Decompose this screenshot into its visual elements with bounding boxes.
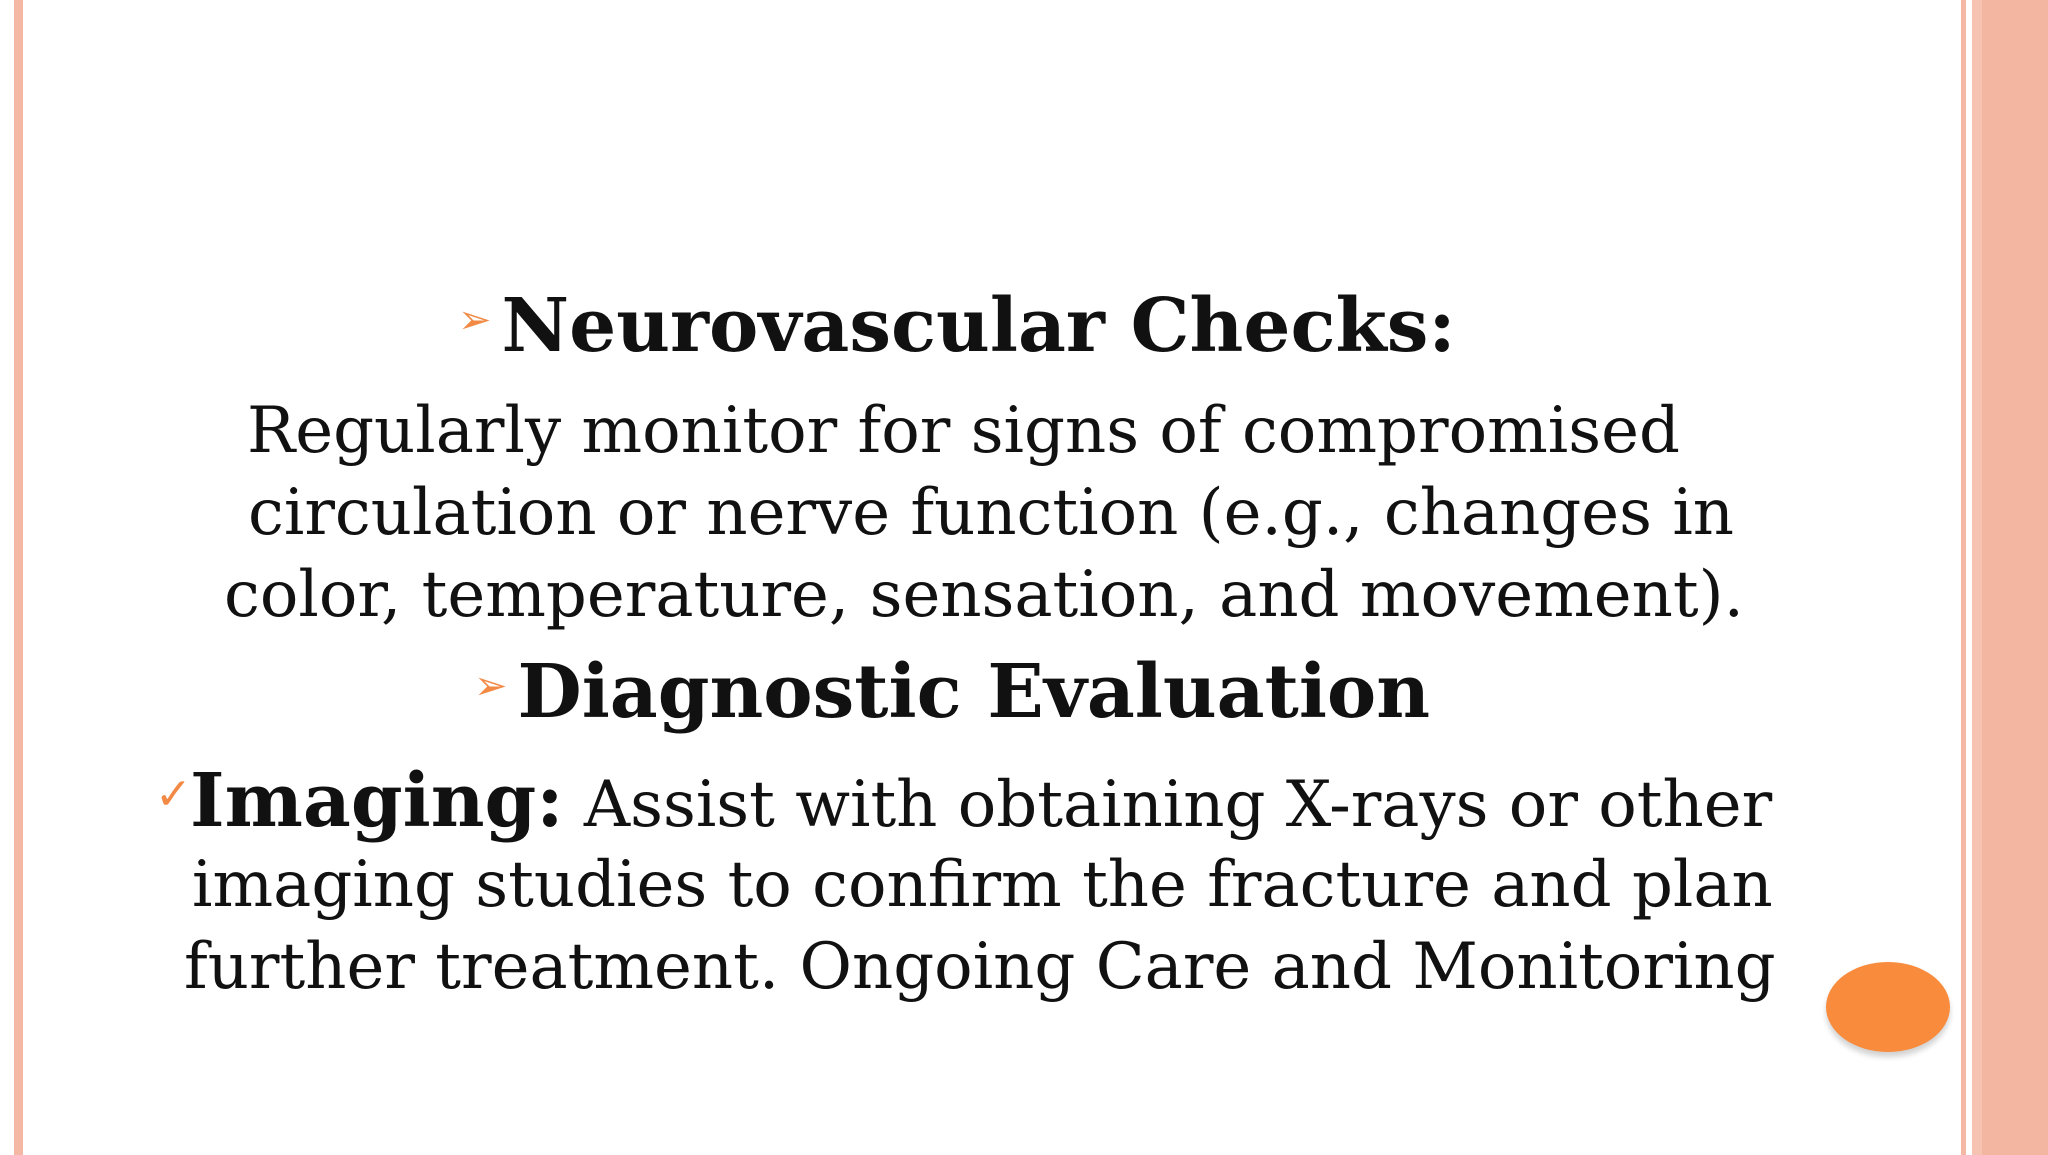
right-border-decoration (1972, 0, 1982, 1155)
heading-diagnostic (474, 649, 1431, 744)
imaging-text: Assist with obtaining X-rays or other (563, 768, 1773, 842)
imaging-label: Imaging: (190, 758, 564, 844)
checkmark-icon: ✓ (155, 769, 192, 820)
heading-neurovascular-text: Neurovascular Checks: (501, 283, 1456, 369)
paragraph-neurovascular-line-2 (248, 472, 1734, 554)
paragraph-line: Regularly monitor for signs of compromised (247, 394, 1680, 468)
left-border-decoration (14, 0, 23, 1155)
right-border-decoration (1961, 0, 1966, 1155)
imaging-line-2 (192, 844, 1773, 926)
imaging-line-3 (184, 926, 1776, 1008)
paragraph-line: color, temperature, sensation, and movement). (224, 558, 1744, 632)
imaging-line-1 (155, 758, 1773, 846)
right-border-decoration (1982, 0, 2048, 1155)
arrow-bullet-icon: ➢ (474, 663, 508, 709)
imaging-text: further treatment. Ongoing Care and Monitoring (184, 930, 1776, 1004)
paragraph-neurovascular-line-1 (247, 390, 1680, 472)
imaging-text: imaging studies to confirm the fracture and plan (192, 848, 1773, 922)
heading-neurovascular (458, 283, 1456, 378)
paragraph-line: circulation or nerve function (e.g., changes in (248, 476, 1734, 550)
orange-dot-decoration (1826, 962, 1950, 1052)
heading-diagnostic-text: Diagnostic Evaluation (517, 649, 1431, 735)
paragraph-neurovascular-line-3 (224, 554, 1744, 636)
arrow-bullet-icon: ➢ (458, 297, 492, 343)
